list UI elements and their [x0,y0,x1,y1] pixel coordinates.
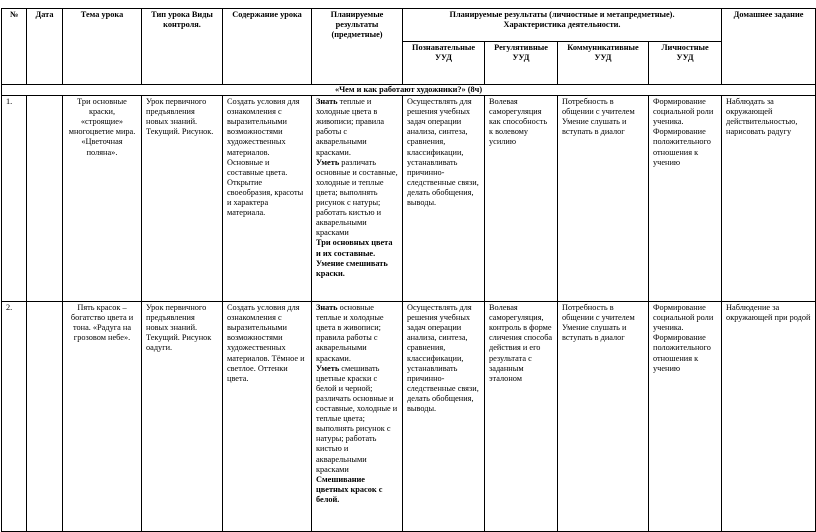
able-label: Уметь [316,157,340,167]
row-num: 2. [2,302,27,532]
row-homework: Наблюдать за окружающей действительностью, нарисовать радугу [722,96,816,302]
row-content: Создать условия для ознакомления с выразительными возможностями художественных материалов. Тёмное и светлое. Оттенки цвета. [223,302,312,532]
row-topic: Пять красок – богатство цвета и тона. «Радуга на грозовом небе». [63,302,142,532]
row-personal: Формирование социальной роли ученика. Формирование положительного отношения к учению [649,302,722,532]
table-row [2,96,816,302]
header-meta-results-line2: Характеристика деятельности. [503,20,621,30]
able-text: смешивать цветные краски с белой и черной; различать основные и составные, холодные и теплые цвета; выполнять рисунок с натуры; работать кистью и акварельными красками [316,363,398,474]
header-meta-results-line1: Планируемые результаты (личностные и метапредметные). [449,10,675,19]
know-text: теплые и холодные цвета в живописи; правила работы с акварельными красками. [316,97,385,157]
header-communicative: Коммуникативные УУД [558,42,649,85]
row-communicative: Потребность в общении с учителем Умение слушать и вступать в диалог [558,96,649,302]
header-regulative: Регулятивные УУД [485,42,558,85]
header-personal: Личностные УУД [649,42,722,85]
header-subject-results: Планируемые результаты (предметные) [312,9,403,85]
header-cognitive: Познавательные УУД [403,42,485,85]
row-content: Создать условия для ознакомления с выразительными возможностями художественных материалов. Основные и составные цвета. Открытие своеобразия, красоты и характера материала. [223,96,312,302]
row-type: Урок первичного предъявления новых знаний. Текущий. Рисунок оадуги. [142,302,223,532]
key-skill: Смешивание цветных красок с белой. [316,474,383,504]
know-label: Знать [316,303,338,313]
able-label: Уметь [316,363,340,373]
row-num: 1. [2,96,27,302]
header-topic: Тема урока [63,9,142,85]
know-text: основные теплые и холодные цвета в живописи; правила работы с акварельными красками. [316,303,384,363]
know-label: Знать [316,97,338,107]
row-homework: Наблюдение за окружающей при родой [722,302,816,532]
header-content: Содержание урока [223,9,312,85]
row-regulative: Волевая саморегуляция как способность к волевому усилию [485,96,558,302]
row-communicative: Потребность в общении с учителем Умение слушать и вступать в диалог [558,302,649,532]
row-type: Урок первичного предъявления новых знаний. Текущий. Рисунок. [142,96,223,302]
header-type: Тип урока Виды контроля. [142,9,223,85]
header-date: Дата [27,9,63,85]
header-meta-results [403,9,722,42]
lesson-plan-table [1,8,816,532]
header-homework: Домашнее задание [722,9,816,85]
row-cognitive: Осуществлять для решения учебных задач операции анализа, синтеза, сравнения, классификации, устанавливать причинно-следственные связи, делать обобщения, выводы. [403,302,485,532]
row-date [27,302,63,532]
row-regulative: Волевая саморегуляция, контроль в форме сличения способа действия и его результата с заданным эталоном [485,302,558,532]
table-row [2,302,816,532]
row-cognitive: Осуществлять для решения учебных задач операции анализа, синтеза, сравнения, классификации, устанавливать причинно-следственные связи, делать обобщения, выводы. [403,96,485,302]
able-text: различать основные и составные, холодные и теплые цвета; выполнять рисунок с натуры; работать кистью и акварельными красками [316,157,398,238]
row-subject-results [312,302,403,532]
key-skill: Три основных цвета и их составные. Умение смешивать краски. [316,238,393,278]
row-subject-results [312,96,403,302]
header-num: № [2,9,27,85]
row-topic: Три основные краски, «строящие» многоцветие мира. «Цветочная поляна». [63,96,142,302]
row-personal: Формирование социальной роли ученика. Формирование положительного отношения к учению [649,96,722,302]
section-title: «Чем и как работают художники?» (8ч) [2,85,816,96]
row-date [27,96,63,302]
